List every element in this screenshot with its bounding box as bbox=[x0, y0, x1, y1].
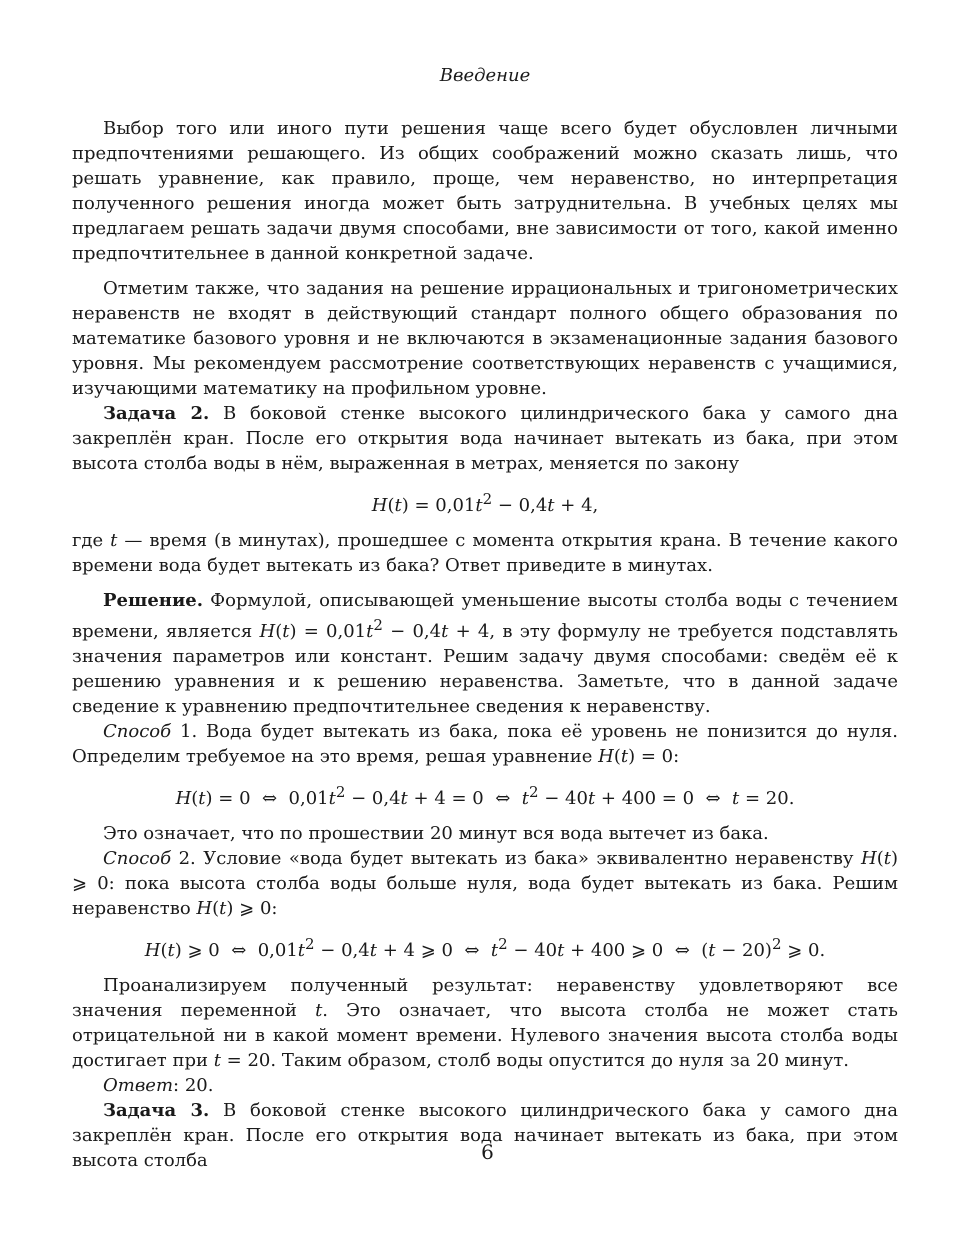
method-1-paragraph: Способ 1. Вода будет вытекать из бака, пока её уровень не понизится до нуля. Определим требуемое на это время, решая уравнение H(t) = 0: bbox=[72, 721, 898, 767]
page-number: 6 bbox=[481, 1140, 494, 1164]
task-2-text: В боковой стенке высокого цилиндрического бака у самого дна закреплён кран. После его открытия вода начинает вытекать из бака, при этом высота столба воды в нём, выраженная в метрах, меняется по закону bbox=[72, 403, 898, 474]
solution-label: Решение. bbox=[103, 590, 204, 611]
method-2-paragraph: Способ 2. Условие «вода будет вытекать из бака» эквивалентно неравенству H(t) ⩾ 0: пока высота столба воды больше нуля, вода будет вытекать из бака. Решим неравенство H(t) ⩾ 0: bbox=[72, 848, 898, 919]
task-2-continuation: где t — время (в минутах), прошедшее с момента открытия крана. В течение какого времени вода будет вытекать из бака? Ответ приведите в минутах. bbox=[72, 530, 899, 576]
page-body bbox=[72, 62, 898, 1173]
task-2 bbox=[72, 401, 898, 476]
formula-inequality-chain: H(t) ⩾ 0 ⇔ $0,01t^2 - 0,4t + 4$ ⩾ 0 ⇔ $t^2 - 40t + 400$ ⩾ 0 ⇔ $(t - 20)^2$ ⩾ 0. bbox=[144, 935, 826, 961]
solution-paragraph: Решение. Формулой, описывающей уменьшение высоты столба воды с течением времени, является $H(t) = 0,01t^2 - 0,4t + 4$, в эту формулу не требуется подставлять значения параметров или констант. Решим задачу двумя способами: сведём её к решению уравнения и к решению неравенства. Заметьте, что в данной задаче сведение к уравнению предпочтительнее сведения к неравенству. bbox=[72, 590, 898, 717]
formula-height-law: $H(t) = 0,01t^2 - 0,4t + 4$, bbox=[371, 490, 599, 516]
method-2-analysis: Проанализируем полученный результат: неравенству удовлетворяют все значения переменной t. Это означает, что высота столба не может стать отрицательной ни в какой момент времени. Нулевого значения высота столба воды достигает при t = 20. Таким образом, столб воды опустится до нуля за 20 минут. bbox=[72, 975, 898, 1071]
paragraph-standard: Отметим также, что задания на решение иррациональных и тригонометрических неравенств не входят в действующий стандарт полного общего образования по математике базового уровня и не включаются в экзаменационные задания базового уровня. Мы рекомендуем рассмотрение соответствующих неравенств с учащимися, изучающими математику на профильном уровне. bbox=[72, 278, 898, 399]
running-header: Введение bbox=[439, 65, 531, 86]
formula-equation-chain: H(t) = 0 ⇔ $0,01t^2 - 0,4t + 4 = 0$ ⇔ $t^2 - 40t + 400 = 0$ ⇔ t = 20. bbox=[175, 783, 795, 809]
answer-value: : 20. bbox=[173, 1075, 214, 1096]
method-2-label: Способ bbox=[103, 848, 172, 869]
answer-line bbox=[72, 1073, 898, 1098]
task-3-text: В боковой стенке высокого цилиндрического бака у самого дна закреплён кран. После его открытия вода начинает вытекать из бака, при этом высота столба bbox=[72, 1100, 898, 1171]
answer-label: Ответ bbox=[103, 1075, 174, 1096]
task-2-label: Задача 2. bbox=[103, 403, 210, 424]
task-3-label: Задача 3. bbox=[103, 1100, 210, 1121]
method-1-label: Способ bbox=[103, 721, 172, 742]
method-1-conclusion: Это означает, что по прошествии 20 минут вся вода вытечет из бака. bbox=[103, 823, 769, 844]
paragraph-choice: Выбор того или иного пути решения чаще всего будет обусловлен личными предпочтениями решающего. Из общих соображений можно сказать лишь, что решать уравнение, как правило, проще, чем неравенство, но интерпретация полученного решения иногда может быть затруднительна. В учебных целях мы предлагаем решать задачи двумя способами, вне зависимости от того, какой именно предпочтительнее в данной конкретной задаче. bbox=[72, 118, 898, 264]
